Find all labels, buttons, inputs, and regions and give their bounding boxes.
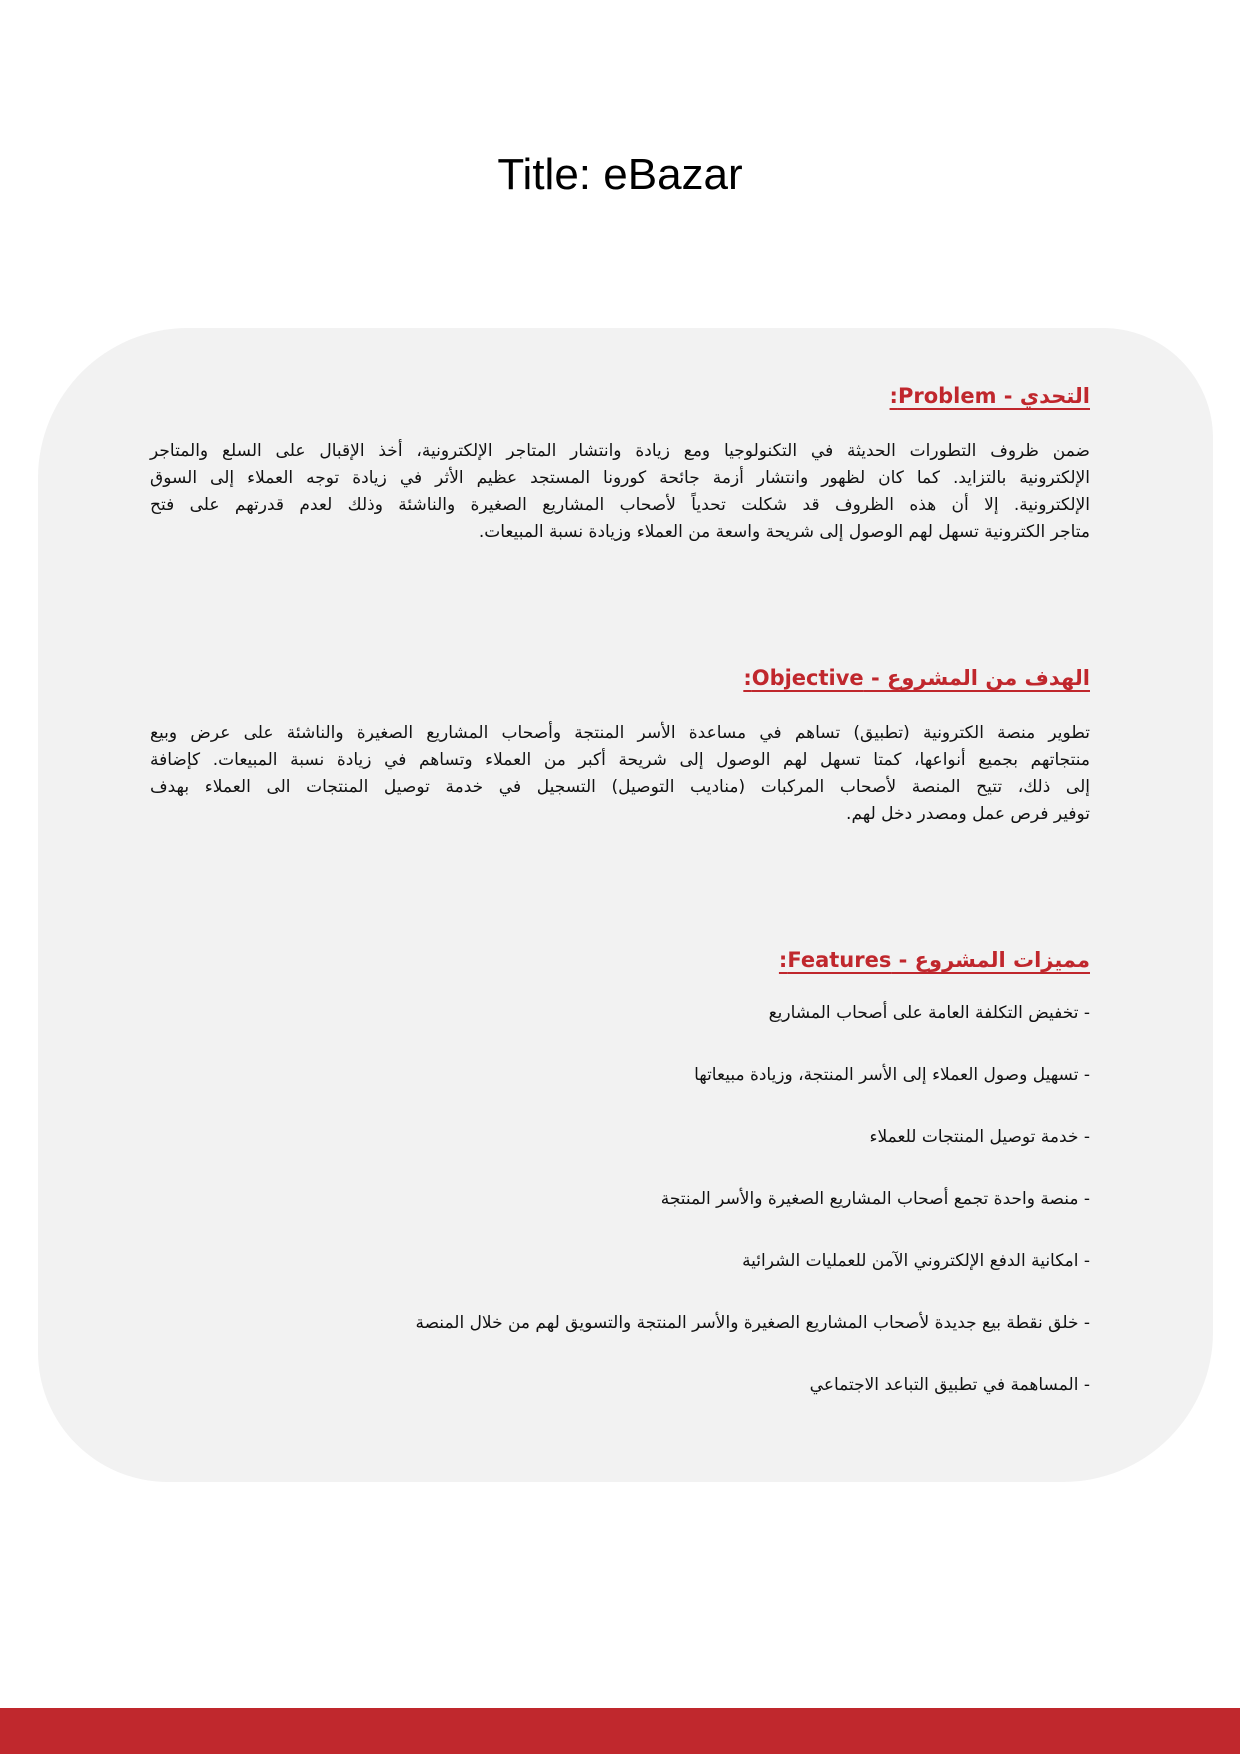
feature-item: - خلق نقطة بيع جديدة لأصحاب المشاريع الصغيرة والأسر المنتجة والتسويق لهم من خلال المنصة [415, 1313, 1090, 1333]
objective-line: توفير فرص عمل ومصدر دخل لهم. [846, 804, 1090, 824]
objective-paragraph [150, 720, 1090, 828]
features-list [150, 998, 1090, 1432]
objective-line: منتجاتهم بجميع أنواعها، كمتا تسهل لهم الوصول إلى شريحة أكبر من العملاء وتساهم في زيادة نسبة المبيعات. كإضافة [150, 750, 1090, 770]
objective-line: إلى ذلك، تتيح المنصة لأصحاب المركبات (مناديب التوصيل) التسجيل في خدمة توصيل المنتجات الى العملاء بهدف [150, 777, 1090, 797]
features-section [150, 948, 1090, 1432]
feature-item: - خدمة توصيل المنتجات للعملاء [869, 1127, 1090, 1147]
problem-line: الإلكترونية. إلا أن هذه الظروف قد شكلت تحدياً لأصحاب المشاريع الصغيرة والناشئة وذلك لعدم قدرتهم على فتح [150, 495, 1090, 515]
feature-item: - تسهيل وصول العملاء إلى الأسر المنتجة، وزيادة مبيعاتها [694, 1065, 1090, 1085]
problem-line: متاجر الكترونية تسهل لهم الوصول إلى شريحة واسعة من العملاء وزيادة نسبة المبيعات. [478, 522, 1090, 542]
objective-section [150, 666, 1090, 828]
document-title: Title: eBazar [497, 150, 743, 199]
problem-paragraph [150, 438, 1090, 546]
objective-line: تطوير منصة الكترونية (تطبيق) تساهم في مساعدة الأسر المنتجة وأصحاب المشاريع الصغيرة والناشئة على عرض وبيع [150, 723, 1090, 743]
feature-item: - المساهمة في تطبيق التباعد الاجتماعي [809, 1375, 1090, 1395]
problem-heading: التحدي - Problem: [889, 384, 1090, 408]
problem-section [150, 384, 1090, 546]
footer-bar [0, 1708, 1240, 1754]
features-heading: مميزات المشروع - Features: [778, 948, 1090, 972]
problem-line: ضمن ظروف التطورات الحديثة في التكنولوجيا ومع زيادة وانتشار المتاجر الإلكترونية، أخذ الإقبال على السلع والمتاجر [150, 441, 1090, 461]
problem-line: الإلكترونية بالتزايد. كما كان لظهور وانتشار أزمة جائحة كورونا المستجد عظيم الأثر في زيادة توجه العملاء إلى السوق [150, 468, 1090, 488]
feature-item: - امكانية الدفع الإلكتروني الآمن للعمليات الشرائية [742, 1251, 1090, 1271]
feature-item: - منصة واحدة تجمع أصحاب المشاريع الصغيرة والأسر المنتجة [660, 1189, 1090, 1209]
feature-item: - تخفيض التكلفة العامة على أصحاب المشاريع [768, 1003, 1090, 1023]
objective-heading: الهدف من المشروع - Objective: [743, 666, 1090, 690]
